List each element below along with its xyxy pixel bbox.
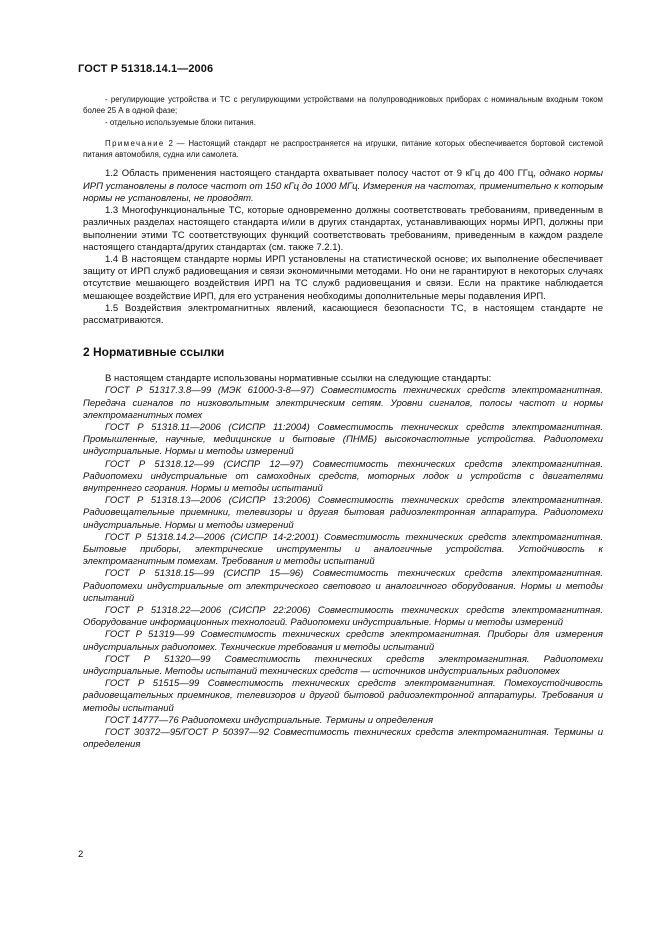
note-text: 2 — Настоящий стандарт не распространяется на игрушки, питание которых обеспечивается бортовой системой питания автомобиля, судна или самолета. <box>83 138 603 160</box>
section-2-heading: 2 Нормативные ссылки <box>83 345 225 360</box>
clause-1-5: 1.5 Воздействия электромагнитных явлений, касающиеся безопасности ТС, в настоящем стандарте не рассматриваются. <box>83 302 603 326</box>
normative-reference: ГОСТ Р 51317.3.8—99 (МЭК 61000-3-8—97) Совместимость технических средств электромагнитная. Передача сигналов по низковольтным электрическим сетям. Уровни сигналов, полосы частот и нормы электромагнитных помех <box>83 385 603 421</box>
page-number: 2 <box>78 849 84 860</box>
clause-1-2-italic-text: однако нормы ИРП установлены в полосе частот от 150 кГц до 1000 МГц. Измерения на частотах, применительно к которым нормы не установлены, не проводят. <box>83 168 603 204</box>
section-2-intro: В настоящем стандарте использованы нормативные ссылки на следующие стандарты: <box>105 373 492 385</box>
normative-reference: ГОСТ Р 51319—99 Совместимость технических средств электромагнитная. Приборы для измерения индустриальных радиопомех. Технические требования и методы испытаний <box>83 629 603 653</box>
note-2 <box>83 138 603 161</box>
normative-reference: ГОСТ Р 51318.11—2006 (СИСПР 11:2004) Совместимость технических средств электромагнитная. Промышленные, научные, медицинские и бытовые (ПНМБ) высокочастотные устройства. Радиопомехи индустриальные. Нормы и методы измерений <box>83 421 603 458</box>
clause-1-4: 1.4 В настоящем стандарте нормы ИРП установлены на статистической основе; их выполнение обеспечивает защиту от ИРП служб радиовещания и связи экономичными методами. Но они не гарантируют в некоторых случаях отсутствие мешающего воздействия ИРП на ТС служб радиовещания и связи. Если на практике наблюдается мешающее воздействие ИРП, для его устранения необходимы дополнительные меры подавления ИРП. <box>83 253 603 302</box>
document-header: ГОСТ Р 51318.14.1—2006 <box>78 63 214 75</box>
normative-reference: ГОСТ Р 51318.13—2006 (СИСПР 13:2006) Совместимость технических средств электромагнитная. Радиовещательные приемники, телевизоры и другая бытовая радиоэлектронная аппаратура. Радиопомехи индустриальные. Нормы и методы измерений <box>83 495 603 531</box>
normative-reference: ГОСТ 30372—95/ГОСТ Р 50397—92 Совместимость технических средств электромагнитная. Термины и определения <box>83 727 603 751</box>
normative-reference: ГОСТ Р 51320—99 Совместимость технических средств электромагнитная. Радиопомехи индустриальные. Методы испытаний технических средств — источников индустриальных радиопомех <box>83 653 603 677</box>
clause-1-2 <box>83 168 603 205</box>
normative-reference: ГОСТ Р 51318.14.2—2006 (СИСПР 14-2:2001) Совместимость технических средств электромагнитная. Бытовые приборы, электрические инструменты и аналогичные устройства. Устойчивость к электромагнитным помехам. Требования и методы испытаний <box>83 531 603 568</box>
list-item-regulators: - регулирующие устройства и ТС с регулирующими устройствами на полупроводниковых приборах с номинальным входным током более 25 А в одной фазе; <box>83 95 603 116</box>
normative-reference: ГОСТ Р 51318.22—2006 (СИСПР 22:2006) Совместимость технических средств электромагнитная. Оборудование информационных технологий. Радиопомехи индустриальные. Нормы и методы измерений <box>83 604 603 629</box>
normative-reference: ГОСТ 14777—76 Радиопомехи индустриальные. Термины и определения <box>105 714 434 726</box>
list-item-power-units: - отдельно используемые блоки питания. <box>105 117 256 127</box>
normative-reference: ГОСТ Р 51515—99 Совместимость технических средств электромагнитная. Помехоустойчивость радиовещательных приемников, телевизоров и другой бытовой радиоэлектронной аппаратуры. Требования и методы испытаний <box>83 678 603 714</box>
document-body <box>83 94 603 751</box>
note-label: Примечание <box>105 138 165 148</box>
normative-reference: ГОСТ Р 51318.15—99 (СИСПР 15—96) Совместимость технических средств электромагнитная. Радиопомехи индустриальные от электрического светового и аналогичного оборудования. Нормы и методы испытаний <box>83 568 603 604</box>
clause-1-3: 1.3 Многофункциональные ТС, которые одновременно должны соответствовать требованиям, приведенным в различных разделах настоящего стандарта и/или в других стандартах, устанавливающих нормы ИРП, должны при выполнении этими ТС соответствующих функций соответствовать требованиям, приведенным в каждом разделе настоящего стандарта/других стандартах (см. также 7.2.1). <box>83 205 603 253</box>
clause-1-2-text: 1.2 Область применения настоящего стандарта охватывает полосу частот от 9 кГц до 400 ГГц, <box>105 168 540 180</box>
normative-reference: ГОСТ Р 51318.12—99 (СИСПР 12—97) Совместимость технических средств электромагнитная. Радиопомехи индустриальные от самоходных средств, моторных лодок и устройств с двигателями внутреннего сгорания. Нормы и методы испытаний <box>83 458 603 494</box>
